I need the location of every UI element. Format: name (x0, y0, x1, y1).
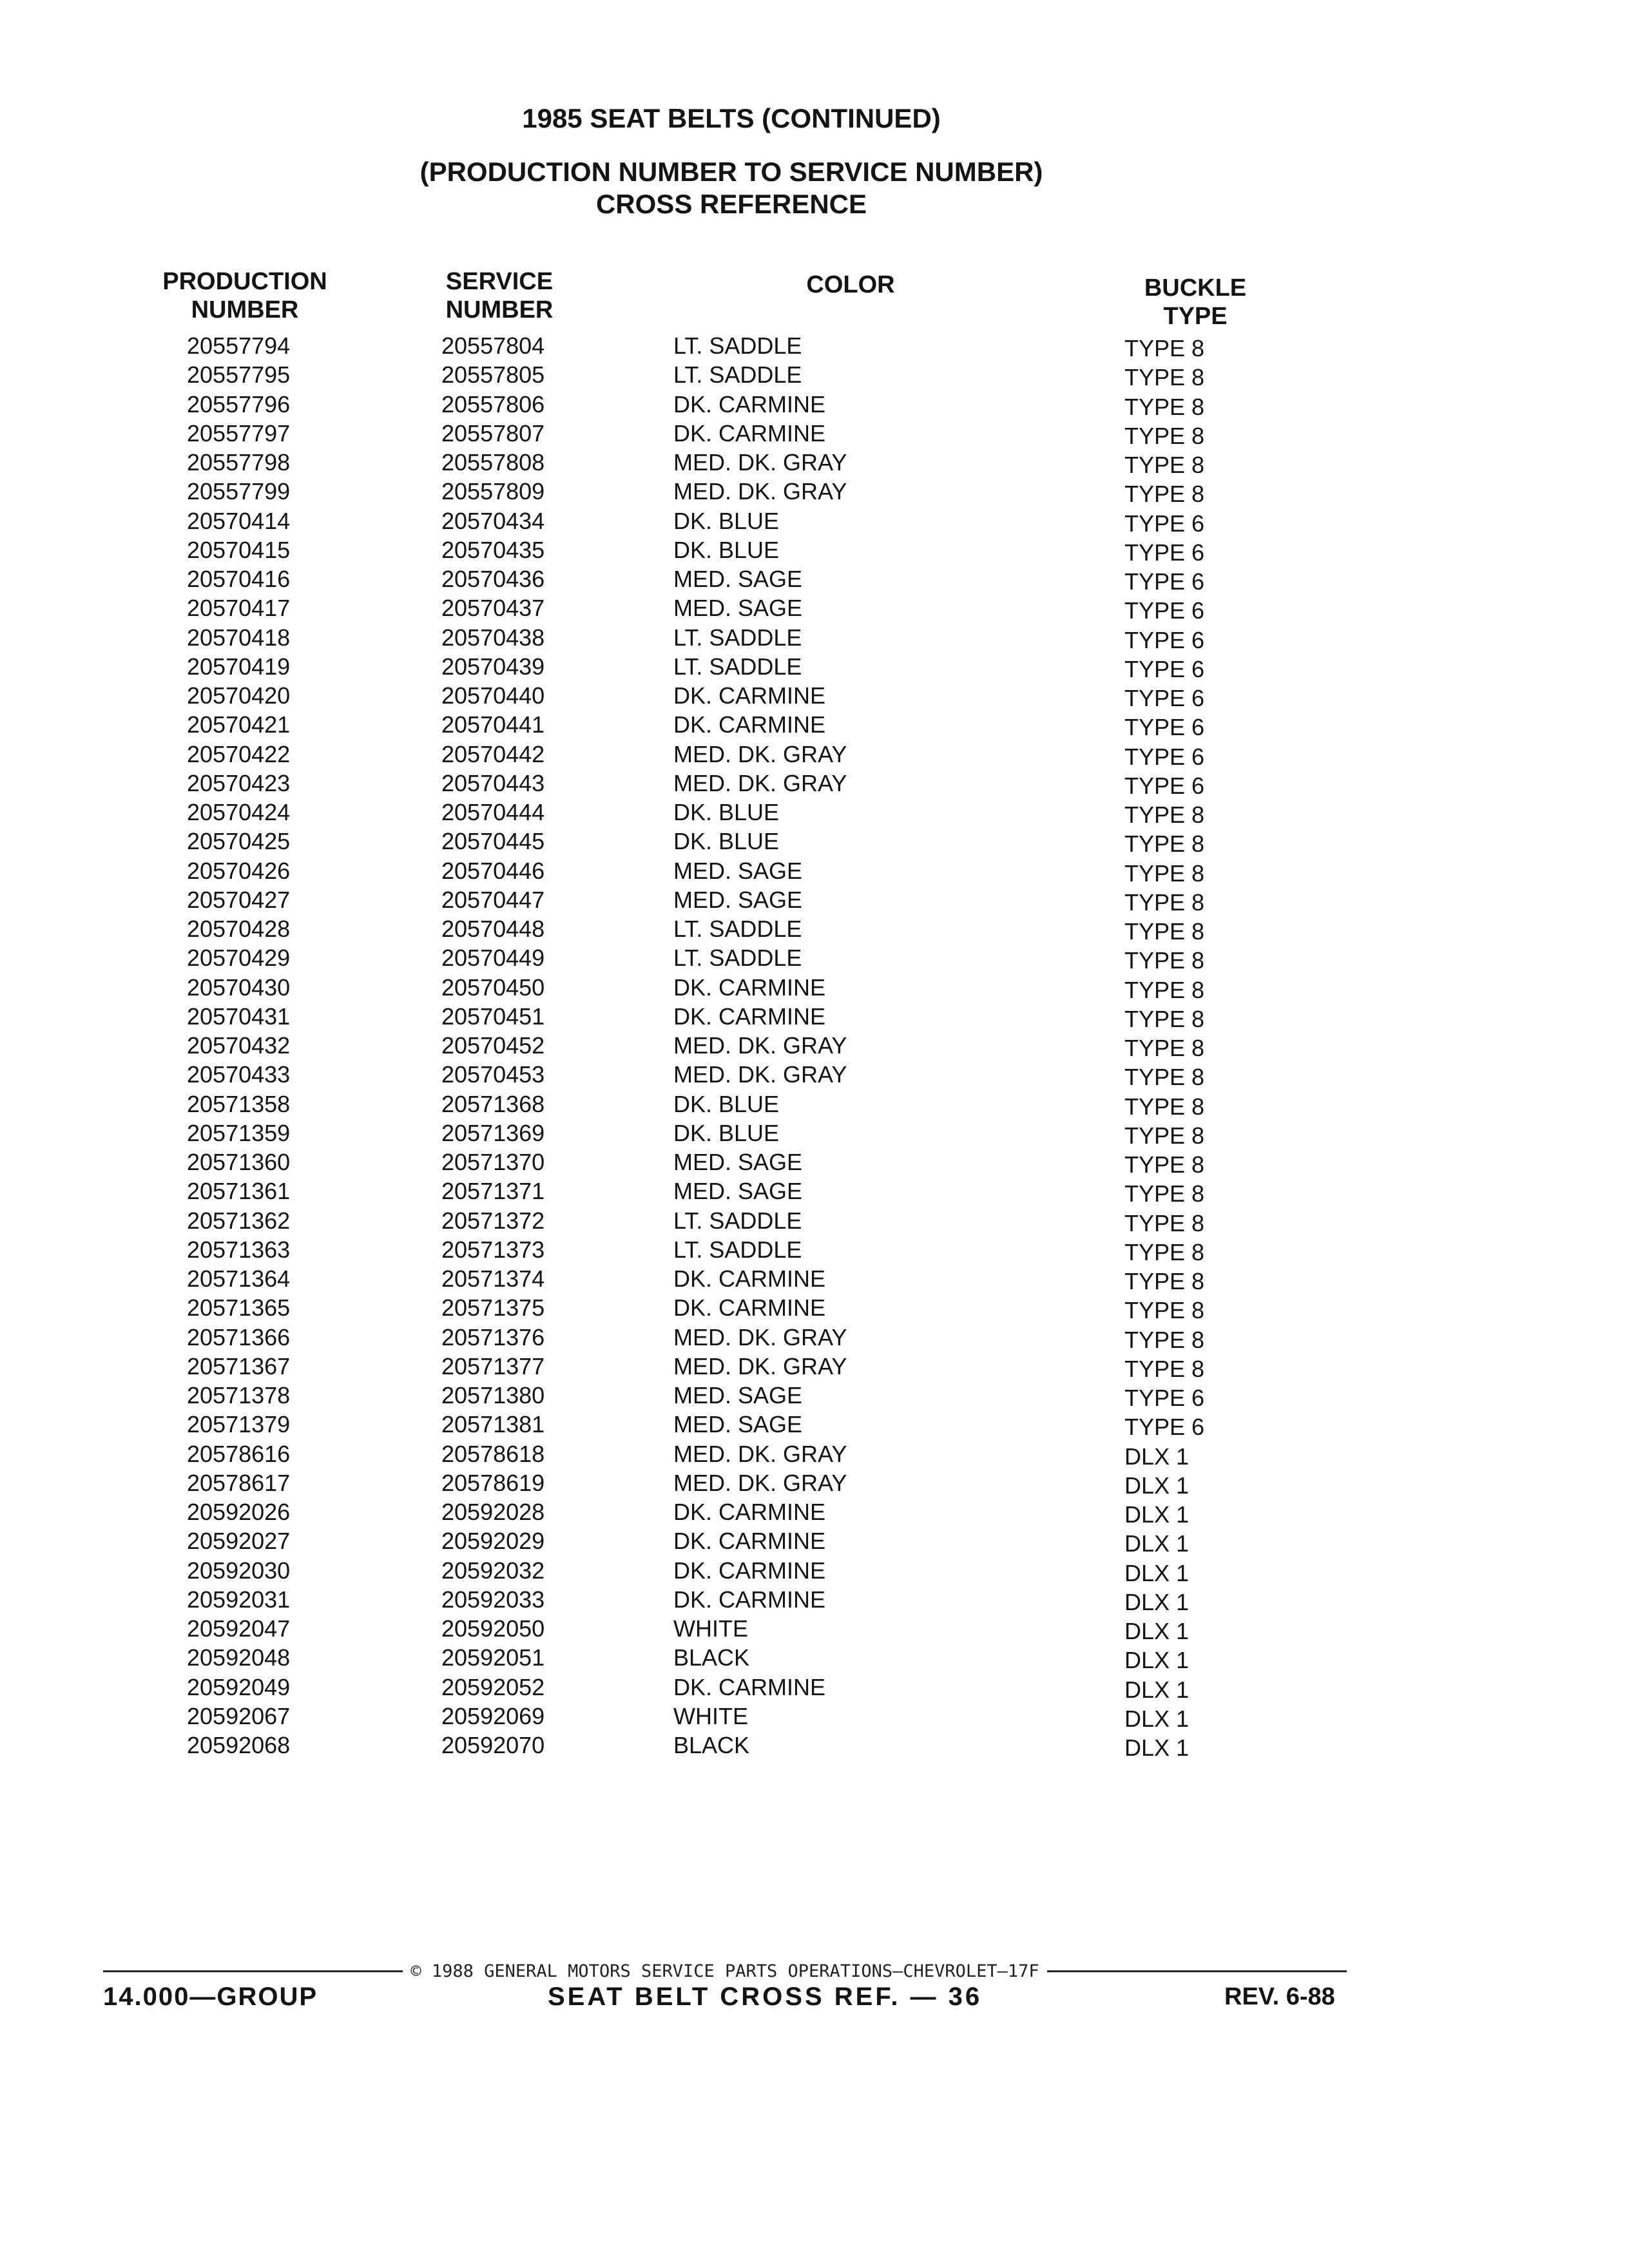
production-number-cell: 20571364 (187, 1265, 291, 1292)
service-number-cell: 20571375 (441, 1294, 545, 1321)
service-number-cell: 20570442 (441, 740, 545, 767)
color-cell: MED. DK. GRAY (673, 1469, 847, 1496)
table-row (0, 1497, 1629, 1526)
service-number-cell: 20570447 (441, 886, 545, 913)
color-cell: DK. BLUE (673, 507, 780, 534)
service-number-cell: 20592033 (441, 1586, 545, 1613)
table-row (0, 1468, 1629, 1497)
table-row (0, 1206, 1629, 1235)
buckle-type-cell: TYPE 8 (1124, 802, 1205, 828)
production-number-cell: 20571360 (187, 1149, 291, 1175)
table-row (0, 681, 1629, 710)
color-cell: DK. BLUE (673, 1090, 780, 1117)
buckle-type-cell: DLX 1 (1124, 1501, 1190, 1528)
color-cell: DK. CARMINE (673, 390, 826, 418)
production-number-cell: 20571378 (187, 1382, 291, 1408)
buckle-type-cell: DLX 1 (1124, 1443, 1190, 1470)
production-number-cell: 20571358 (187, 1090, 291, 1117)
service-number-cell: 20570453 (441, 1061, 545, 1088)
service-number-cell: 20557808 (441, 449, 545, 476)
buckle-type-cell: TYPE 8 (1124, 889, 1205, 916)
production-number-cell: 20570432 (187, 1032, 291, 1059)
production-number-cell: 20570433 (187, 1061, 291, 1088)
buckle-type-cell: DLX 1 (1124, 1676, 1190, 1703)
service-number-cell: 20557807 (441, 419, 545, 447)
page-subtitle: (PRODUCTION NUMBER TO SERVICE NUMBER) (419, 157, 1043, 187)
production-number-cell: 20570420 (187, 682, 291, 709)
service-number-cell: 20570451 (441, 1003, 545, 1030)
table-row (0, 856, 1629, 885)
production-number-cell: 20571367 (187, 1352, 291, 1379)
table-row (0, 1148, 1629, 1177)
buckle-type-cell: DLX 1 (1124, 1705, 1190, 1732)
service-number-cell: 20592029 (441, 1528, 545, 1555)
service-number-cell: 20570449 (441, 945, 545, 972)
service-number-cell: 20557806 (441, 390, 545, 418)
table-row (0, 1702, 1629, 1731)
buckle-type-cell: DLX 1 (1124, 1559, 1190, 1586)
production-number-cell: 20578617 (187, 1469, 291, 1496)
footer-revision: REV. 6-88 (1224, 1983, 1335, 2010)
buckle-type-cell: TYPE 8 (1124, 947, 1205, 974)
production-number-cell: 20570414 (187, 507, 291, 534)
header-color-label: COLOR (806, 271, 895, 298)
header-buckle-line2: TYPE (1163, 303, 1228, 330)
service-number-cell: 20571374 (441, 1265, 545, 1292)
buckle-type-cell: TYPE 8 (1124, 831, 1205, 858)
table-row (0, 1119, 1629, 1148)
production-number-cell: 20571379 (187, 1411, 291, 1438)
production-number-cell: 20571359 (187, 1119, 291, 1146)
buckle-type-cell: TYPE 6 (1124, 1385, 1205, 1411)
table-row (0, 1381, 1629, 1410)
production-number-cell: 20570425 (187, 828, 291, 855)
table-row (0, 535, 1629, 564)
buckle-type-cell: TYPE 8 (1124, 1005, 1205, 1032)
color-cell: DK. CARMINE (673, 1528, 826, 1555)
table-row (0, 1293, 1629, 1322)
service-number-cell: 20571381 (441, 1411, 545, 1438)
production-number-cell: 20570416 (187, 566, 291, 592)
color-cell: MED. DK. GRAY (673, 478, 847, 505)
production-number-cell: 20592067 (187, 1702, 291, 1729)
color-cell: MED. DK. GRAY (673, 1032, 847, 1059)
buckle-type-cell: TYPE 6 (1124, 539, 1205, 566)
service-number-cell: 20570440 (441, 682, 545, 709)
buckle-type-cell: TYPE 8 (1124, 393, 1205, 420)
table-row (0, 419, 1629, 448)
buckle-type-cell: TYPE 8 (1124, 1064, 1205, 1091)
copyright-text: © 1988 GENERAL MOTORS SERVICE PARTS OPERATIONS—CHEVROLET—17F (410, 1961, 1039, 1981)
table-row (0, 827, 1629, 856)
production-number-cell: 20570424 (187, 799, 291, 825)
production-number-cell: 20557798 (187, 449, 291, 476)
table-row (0, 1673, 1629, 1702)
buckle-type-cell: TYPE 6 (1124, 772, 1205, 799)
production-number-cell: 20571366 (187, 1323, 291, 1350)
production-number-cell: 20592049 (187, 1673, 291, 1700)
buckle-type-cell: TYPE 8 (1124, 335, 1205, 361)
buckle-type-cell: TYPE 6 (1124, 626, 1205, 653)
footer-rule-right (1047, 1970, 1347, 1972)
production-number-cell: 20592026 (187, 1499, 291, 1525)
buckle-type-cell: TYPE 8 (1124, 918, 1205, 945)
service-number-cell: 20570445 (441, 828, 545, 855)
table-row (0, 1060, 1629, 1089)
service-number-cell: 20570438 (441, 624, 545, 651)
production-number-cell: 20592027 (187, 1528, 291, 1555)
color-cell: DK. CARMINE (673, 711, 826, 738)
table-row (0, 914, 1629, 943)
production-number-cell: 20557795 (187, 361, 291, 389)
service-number-cell: 20592050 (441, 1615, 545, 1642)
buckle-type-cell: TYPE 6 (1124, 510, 1205, 537)
buckle-type-cell: DLX 1 (1124, 1472, 1190, 1499)
color-cell: MED. DK. GRAY (673, 1440, 847, 1467)
color-cell: MED. DK. GRAY (673, 1323, 847, 1350)
service-number-cell: 20557804 (441, 332, 545, 359)
color-cell: DK. CARMINE (673, 974, 826, 1001)
buckle-type-cell: DLX 1 (1124, 1530, 1190, 1557)
buckle-type-cell: TYPE 6 (1124, 714, 1205, 741)
production-number-cell: 20570423 (187, 769, 291, 796)
color-cell: DK. CARMINE (673, 419, 826, 447)
header-production-line1: PRODUCTION (162, 268, 327, 295)
service-number-cell: 20578618 (441, 1440, 545, 1467)
table-row (0, 1731, 1629, 1760)
buckle-type-cell: DLX 1 (1124, 1618, 1190, 1644)
color-cell: DK. CARMINE (673, 1294, 826, 1321)
service-number-cell: 20571371 (441, 1178, 545, 1205)
header-color (799, 271, 902, 299)
header-production-line2: NUMBER (191, 296, 299, 323)
buckle-type-cell: TYPE 8 (1124, 1035, 1205, 1061)
color-cell: DK. CARMINE (673, 1586, 826, 1613)
footer-rule-left (103, 1970, 403, 1972)
table-row (0, 1526, 1629, 1555)
buckle-type-cell: TYPE 8 (1124, 364, 1205, 391)
service-number-cell: 20570452 (441, 1032, 545, 1059)
buckle-type-cell: TYPE 8 (1124, 1209, 1205, 1236)
table-row (0, 593, 1629, 622)
color-cell: BLACK (673, 1644, 750, 1671)
buckle-type-cell: TYPE 8 (1124, 1326, 1205, 1353)
color-cell: MED. SAGE (673, 1178, 803, 1205)
header-buckle-type (1134, 274, 1257, 331)
page-title: 1985 SEAT BELTS (CONTINUED) (522, 103, 941, 133)
service-number-cell: 20592032 (441, 1557, 545, 1584)
table-row (0, 1177, 1629, 1206)
color-cell: LT. SADDLE (673, 653, 802, 680)
service-number-cell: 20571377 (441, 1352, 545, 1379)
service-number-cell: 20571368 (441, 1090, 545, 1117)
table-row (0, 1235, 1629, 1264)
service-number-cell: 20570437 (441, 595, 545, 622)
service-number-cell: 20570448 (441, 916, 545, 942)
color-cell: MED. SAGE (673, 595, 803, 622)
production-number-cell: 20570418 (187, 624, 291, 651)
color-cell: MED. DK. GRAY (673, 740, 847, 767)
production-number-cell: 20570419 (187, 653, 291, 680)
buckle-type-cell: TYPE 6 (1124, 655, 1205, 682)
service-number-cell: 20571380 (441, 1382, 545, 1408)
color-cell: LT. SADDLE (673, 916, 802, 942)
production-number-cell: 20592031 (187, 1586, 291, 1613)
table-row (0, 1643, 1629, 1672)
service-number-cell: 20571372 (441, 1207, 545, 1234)
header-service-line1: SERVICE (445, 268, 554, 295)
production-number-cell: 20570421 (187, 711, 291, 738)
service-number-cell: 20557805 (441, 361, 545, 389)
production-number-cell: 20570417 (187, 595, 291, 622)
production-number-cell: 20570422 (187, 740, 291, 767)
color-cell: DK. CARMINE (673, 682, 826, 709)
service-number-cell: 20570443 (441, 769, 545, 796)
color-cell: LT. SADDLE (673, 1236, 802, 1263)
buckle-type-cell: TYPE 8 (1124, 1238, 1205, 1265)
table-row (0, 331, 1629, 360)
production-number-cell: 20557794 (187, 332, 291, 359)
service-number-cell: 20578619 (441, 1469, 545, 1496)
table-row (0, 477, 1629, 506)
table-row (0, 1002, 1629, 1031)
table-row (0, 506, 1629, 535)
production-number-cell: 20570429 (187, 945, 291, 972)
buckle-type-cell: TYPE 8 (1124, 976, 1205, 1003)
color-cell: WHITE (673, 1702, 748, 1729)
color-cell: MED. DK. GRAY (673, 1352, 847, 1379)
color-cell: MED. SAGE (673, 1411, 803, 1438)
service-number-cell: 20592028 (441, 1499, 545, 1525)
table-row (0, 1031, 1629, 1060)
buckle-type-cell: TYPE 8 (1124, 1297, 1205, 1324)
footer-section-page: SEAT BELT CROSS REF. — 36 (548, 1983, 983, 2011)
color-cell: MED. SAGE (673, 566, 803, 592)
table-row (0, 769, 1629, 798)
buckle-type-cell: TYPE 6 (1124, 568, 1205, 595)
header-service-number (445, 267, 554, 324)
color-cell: MED. DK. GRAY (673, 449, 847, 476)
table-row (0, 360, 1629, 389)
color-cell: DK. CARMINE (673, 1003, 826, 1030)
table-row (0, 943, 1629, 972)
header-service-line2: NUMBER (445, 296, 554, 323)
table-row (0, 885, 1629, 914)
production-number-cell: 20592030 (187, 1557, 291, 1584)
service-number-cell: 20570435 (441, 536, 545, 563)
table-row (0, 1556, 1629, 1585)
color-cell: MED. SAGE (673, 886, 803, 913)
color-cell: MED. SAGE (673, 1149, 803, 1175)
color-cell: DK. CARMINE (673, 1499, 826, 1525)
page-subtitle-2: CROSS REFERENCE (595, 189, 867, 219)
service-number-cell: 20570446 (441, 857, 545, 884)
service-number-cell: 20570434 (441, 507, 545, 534)
color-cell: DK. CARMINE (673, 1557, 826, 1584)
color-cell: DK. BLUE (673, 828, 780, 855)
table-row (0, 1264, 1629, 1293)
service-number-cell: 20570436 (441, 566, 545, 592)
service-number-cell: 20571376 (441, 1323, 545, 1350)
production-number-cell: 20570431 (187, 1003, 291, 1030)
table-row (0, 710, 1629, 739)
production-number-cell: 20571361 (187, 1178, 291, 1205)
table-row (0, 390, 1629, 419)
buckle-type-cell: TYPE 8 (1124, 1355, 1205, 1382)
cross-reference-table (0, 331, 1629, 1760)
color-cell: LT. SADDLE (673, 361, 802, 389)
production-number-cell: 20557799 (187, 478, 291, 505)
buckle-type-cell: TYPE 6 (1124, 685, 1205, 711)
buckle-type-cell: TYPE 8 (1124, 422, 1205, 449)
color-cell: LT. SADDLE (673, 1207, 802, 1234)
color-cell: DK. CARMINE (673, 1265, 826, 1292)
table-row (0, 973, 1629, 1002)
service-number-cell: 20570444 (441, 799, 545, 825)
color-cell: LT. SADDLE (673, 332, 802, 359)
production-number-cell: 20557796 (187, 390, 291, 418)
color-cell: DK. BLUE (673, 799, 780, 825)
footer-copyright-line (103, 1961, 1347, 1981)
table-row (0, 564, 1629, 593)
table-row (0, 1439, 1629, 1468)
buckle-type-cell: TYPE 8 (1124, 1180, 1205, 1207)
table-row (0, 623, 1629, 652)
production-number-cell: 20571365 (187, 1294, 291, 1321)
color-cell: BLACK (673, 1732, 750, 1758)
buckle-type-cell: TYPE 8 (1124, 452, 1205, 478)
service-number-cell: 20570441 (441, 711, 545, 738)
buckle-type-cell: TYPE 6 (1124, 597, 1205, 624)
buckle-type-cell: TYPE 6 (1124, 743, 1205, 770)
production-number-cell: 20570426 (187, 857, 291, 884)
footer-group: 14.000—GROUP (103, 1983, 318, 2011)
buckle-type-cell: TYPE 8 (1124, 1268, 1205, 1294)
color-cell: DK. CARMINE (673, 1673, 826, 1700)
buckle-type-cell: TYPE 8 (1124, 1122, 1205, 1149)
service-number-cell: 20592051 (441, 1644, 545, 1671)
production-number-cell: 20557797 (187, 419, 291, 447)
service-number-cell: 20570439 (441, 653, 545, 680)
table-row (0, 740, 1629, 769)
production-number-cell: 20592068 (187, 1732, 291, 1758)
service-number-cell: 20557809 (441, 478, 545, 505)
table-row (0, 1410, 1629, 1439)
table-row (0, 1352, 1629, 1381)
service-number-cell: 20592069 (441, 1702, 545, 1729)
buckle-type-cell: TYPE 8 (1124, 481, 1205, 508)
color-cell: MED. DK. GRAY (673, 1061, 847, 1088)
buckle-type-cell: DLX 1 (1124, 1735, 1190, 1761)
production-number-cell: 20570415 (187, 536, 291, 563)
color-cell: LT. SADDLE (673, 624, 802, 651)
table-row (0, 652, 1629, 681)
table-row (0, 1614, 1629, 1643)
color-cell: LT. SADDLE (673, 945, 802, 972)
buckle-type-cell: DLX 1 (1124, 1588, 1190, 1615)
production-number-cell: 20570427 (187, 886, 291, 913)
table-row (0, 1323, 1629, 1352)
header-production-number (161, 267, 329, 324)
color-cell: DK. BLUE (673, 1119, 780, 1146)
service-number-cell: 20592052 (441, 1673, 545, 1700)
production-number-cell: 20592047 (187, 1615, 291, 1642)
production-number-cell: 20578616 (187, 1440, 291, 1467)
service-number-cell: 20571370 (441, 1149, 545, 1175)
color-cell: WHITE (673, 1615, 748, 1642)
buckle-type-cell: TYPE 6 (1124, 1414, 1205, 1441)
production-number-cell: 20571362 (187, 1207, 291, 1234)
service-number-cell: 20571373 (441, 1236, 545, 1263)
production-number-cell: 20570430 (187, 974, 291, 1001)
production-number-cell: 20570428 (187, 916, 291, 942)
color-cell: MED. SAGE (673, 1382, 803, 1408)
table-row (0, 1090, 1629, 1119)
color-cell: MED. SAGE (673, 857, 803, 884)
buckle-type-cell: DLX 1 (1124, 1647, 1190, 1674)
production-number-cell: 20571363 (187, 1236, 291, 1263)
buckle-type-cell: TYPE 8 (1124, 1093, 1205, 1120)
buckle-type-cell: TYPE 8 (1124, 860, 1205, 887)
service-number-cell: 20571369 (441, 1119, 545, 1146)
header-buckle-line1: BUCKLE (1144, 274, 1247, 302)
production-number-cell: 20592048 (187, 1644, 291, 1671)
table-row (0, 1585, 1629, 1614)
service-number-cell: 20592070 (441, 1732, 545, 1758)
table-row (0, 798, 1629, 827)
buckle-type-cell: TYPE 8 (1124, 1151, 1205, 1178)
color-cell: MED. DK. GRAY (673, 769, 847, 796)
service-number-cell: 20570450 (441, 974, 545, 1001)
color-cell: DK. BLUE (673, 536, 780, 563)
table-row (0, 448, 1629, 477)
